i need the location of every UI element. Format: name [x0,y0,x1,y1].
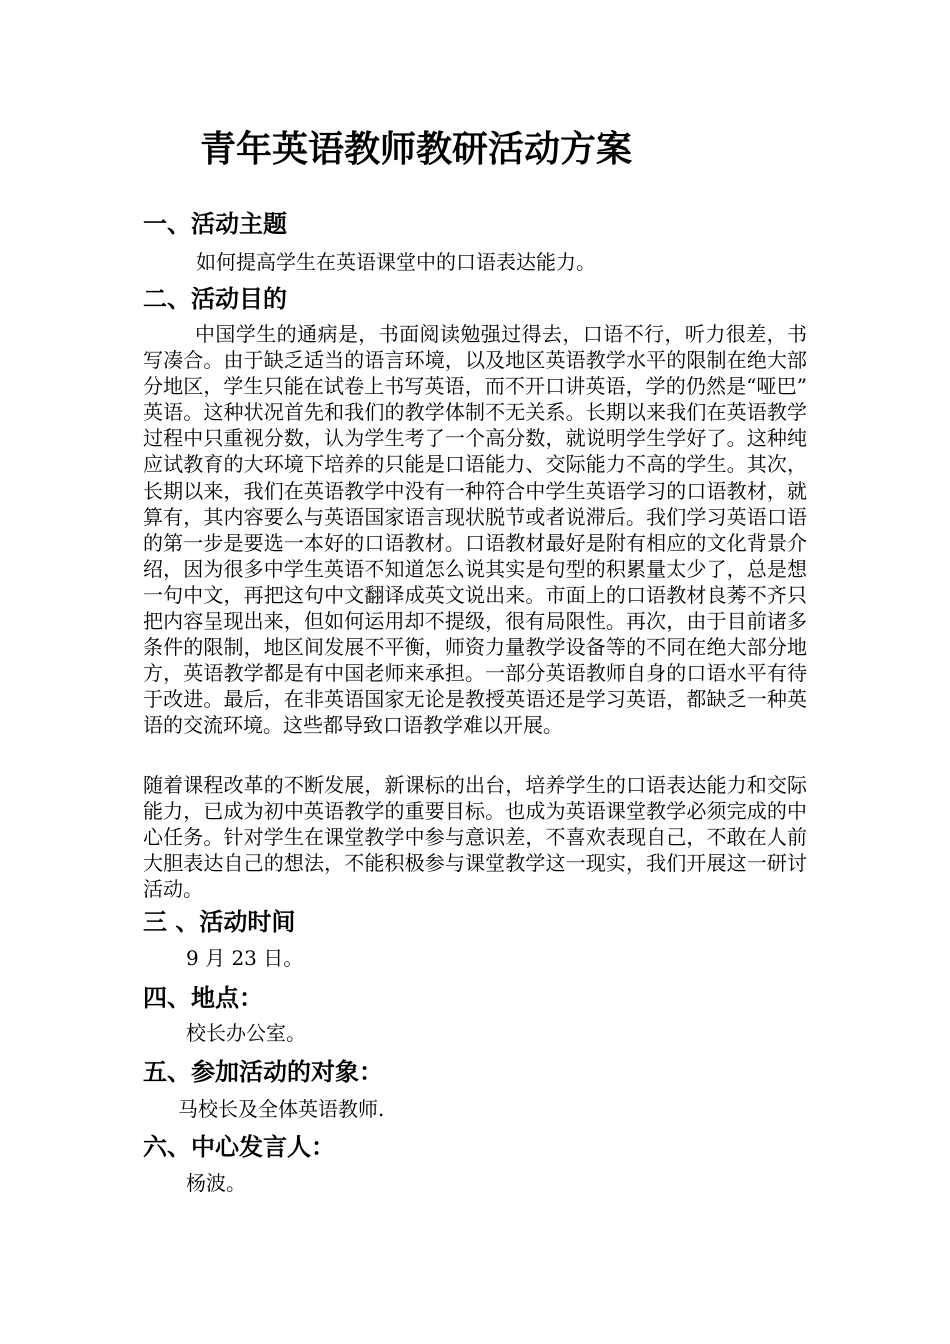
document-title: 青年英语教师教研活动方案 [200,129,633,170]
section-heading-purpose: 二、活动目的 [143,285,287,313]
section-heading-time: 三 、活动时间 [143,908,296,936]
section-paragraph-purpose-2: 随着课程改革的不断发展，新课标的出台，培养学生的口语表达能力和交际能力，已成为初中英语教学的重要目标。也成为英语课堂教学必须完成的中心任务。针对学生在课堂教学中参与意识差，不喜欢表现自己，不敢在人前大胆表达自己的想法，不能积极参与课堂教学这一现实，我们开展这一研讨活动。 [143,773,807,902]
section-heading-theme: 一、活动主题 [143,210,287,238]
section-heading-speaker: 六、中心发言人： [143,1133,335,1161]
section-paragraph-purpose-1: 中国学生的通病是，书面阅读勉强过得去，口语不行，听力很差，书写凑合。由于缺乏适当的语言环境，以及地区英语教学水平的限制在绝大部分地区，学生只能在试卷上书写英语，而不开口讲英语，学的仍然是“哑巴”英语。这种状况首先和我们的教学体制不无关系。长期以来我们在英语教学过程中只重视分数，认为学生考了一个高分数，就说明学生学好了。这种纯应试教育的大环境下培养的只能是口语能力、交际能力不高的学生。其次，长期以来，我们在英语教学中没有一种符合中学生英语学习的口语教材，就算有，其内容要么与英语国家语言现状脱节或者说滞后。我们学习英语口语的第一步是要选一本好的口语教材。口语教材最好是附有相应的文化背景介绍，因为很多中学生英语不知道怎么说其实是句型的积累量太少了，总是想一句中文，再把这句中文翻译成英文说出来。市面上的口语教材良莠不齐只把内容呈现出来，但如何运用却不提级，很有局限性。再次，由于目前诸多条件的限制，地区间发展不平衡，师资力量教学设备等的不同在绝大部分地方，英语教学都是有中国老师来承担。一部分英语教师自身的口语水平有待于改进。最后，在非英语国家无论是教授英语还是学习英语，都缺乏一种英语的交流环境。这些都导致口语教学难以开展。 [143,322,807,738]
section-heading-location: 四、地点： [143,984,263,1012]
section-body-location: 校长办公室。 [186,1021,306,1045]
section-body-speaker: 杨波。 [186,1171,246,1195]
section-body-theme: 如何提高学生在英语课堂中的口语表达能力。 [196,250,596,274]
section-body-time: 9 月 23 日。 [186,946,304,970]
section-heading-participants: 五、参加活动的对象： [143,1058,383,1086]
section-body-participants: 马校长及全体英语教师. [178,1097,385,1121]
